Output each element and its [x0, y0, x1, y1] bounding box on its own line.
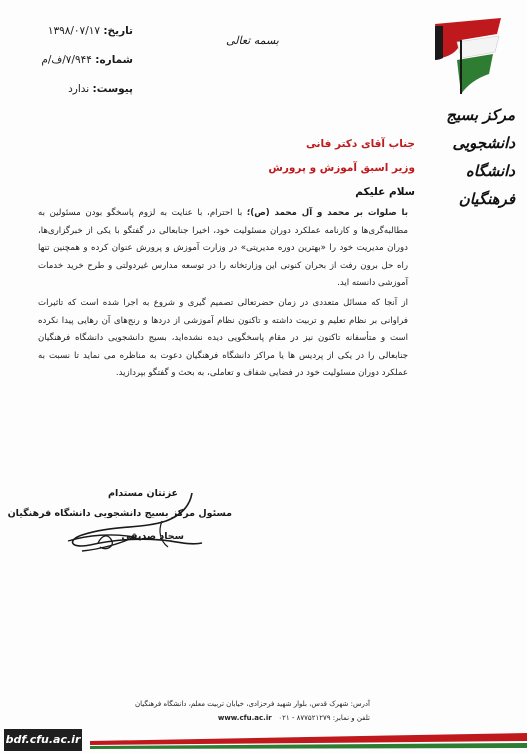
signature-title: مسئول مرکز بسیج دانشجویی دانشگاه فرهنگیان — [7, 508, 232, 519]
greeting: سلام علیکم — [355, 186, 415, 198]
letter-footer — [130, 697, 370, 725]
basij-logo-icon — [427, 14, 520, 99]
date-row — [38, 26, 133, 55]
letter-meta — [38, 26, 133, 113]
addressee-position: وزیر اسبق آموزش و پرورش — [268, 162, 415, 174]
footer-phone: تلفن و نمابر: ۸۷۷۵۲۱۲۷۹ - ۰۲۱ — [278, 714, 370, 722]
paragraph-1-lead: با صلوات بر محمد و آل محمد (ص)؛ — [246, 208, 409, 218]
bismillah-heading: بسمه تعالی — [226, 34, 279, 47]
footer-address: آدرس: شهرک قدس، بلوار شهید فرحزادی، خیابان تربیت معلم، دانشگاه فرهنگیان — [134, 700, 370, 708]
paragraph-2: از آنجا که مسائل متعددی در زمان حضرتعالی تصمیم گیری و شروع به اجرا شده است که تاثیرات فراوانی بر نظام تعلیم و تربیت داشته و تاکنون نظام آموزشی از دردها و رنج‌های آن رهایی پیدا نکرده است و متأسفانه تاکنون نیز در مقام پاسخگویی دیده نشده‌اید، بسیج دانشجویی دانشگاه فرهنگیان جنابعالی را در یکی از پردیس ها یا مراکز دانشگاه فرهنگیان دعوت به مناظره می نماید تا نسبت به عملکرد دوران مسئولیت خود در فضایی شفاف و تعاملی، به بحث و گفتگو بپردازید. — [38, 297, 408, 379]
date-label: تاریخ: — [103, 25, 133, 37]
footer-website-link[interactable]: www.cfu.ac.ir — [217, 714, 272, 722]
attachment-label: پیوست: — [92, 83, 133, 95]
paragraph-1 — [38, 205, 408, 293]
signature-closing: عزتتان مستدام — [108, 488, 178, 499]
footer-contact — [130, 711, 370, 725]
signature-name: سجاد صدیقی — [121, 531, 184, 542]
date-value: ۱۳۹۸/۰۷/۱۷ — [47, 25, 101, 37]
attachment-value: ندارد — [68, 83, 90, 95]
signature-block — [7, 485, 232, 565]
watermark-badge: bdf.cfu.ac.ir — [4, 729, 82, 751]
number-row — [38, 55, 133, 84]
number-value: ۷/۹۴۴/ف/م — [41, 54, 92, 66]
organization-title — [405, 101, 515, 213]
organization-title-line2: دانشگاه فرهنگیان — [458, 162, 515, 208]
letter-body — [38, 205, 408, 385]
number-label: شماره: — [95, 54, 133, 66]
addressee-block — [268, 138, 415, 210]
organization-title-line1: مرکز بسیج دانشجویی — [446, 106, 515, 152]
addressee-name: جناب آقای دکتر فانی — [305, 138, 415, 150]
attachment-row — [38, 84, 133, 113]
paragraph-1-text: با احترام، با عنایت به لزوم پاسخگو بودن مسئولین به مطالبه‌گری‌ها و کارنامه عملکرد دوران مسئولیت خود، اخیرا جنابعالی در گفتگو با یکی از خبرگزاری‌ها، دوران مدیریت خود را «بهترین دوره مدیریتی» در وزارت آموزش و پرورش عنوان کرده و همچنین تنها راه حل برون رفت از بحران کنونی این وزارتخانه را در توسعه مدارس غیردولتی و طرح خرید خدمات آموزشی دانسته اید. — [38, 208, 408, 289]
